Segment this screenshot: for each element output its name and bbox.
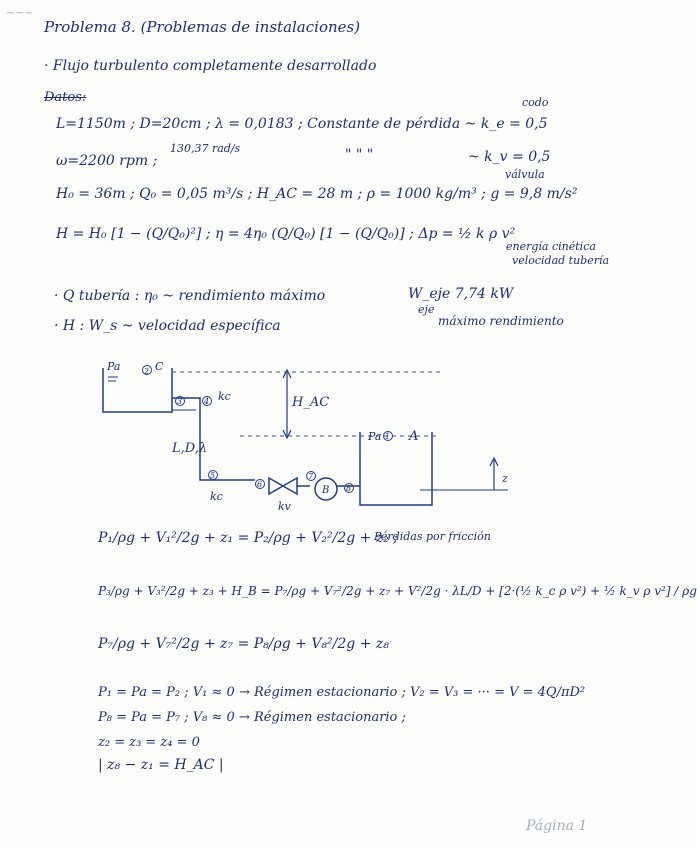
data-line-2: ω=2200 rpm ; [56, 153, 158, 169]
perdidas-note: Pérdidas por fricción [374, 530, 491, 543]
label-n6: 6 [257, 480, 263, 489]
label-kv: kv [278, 500, 291, 513]
label-hac: H_AC [292, 395, 330, 410]
eje-note: eje [418, 303, 435, 316]
valvula-note: válvula [505, 168, 545, 181]
corner-mark: ~~~ [6, 6, 34, 19]
label-node-c: C [155, 360, 164, 373]
label-node-a: A [409, 429, 419, 444]
label-z: z [502, 472, 508, 485]
equation-2: P₃/ρg + V₃²/2g + z₃ + H_B = P₇/ρg + V₇²/2g + z₇ + V²/2g · λL/D + [2·(½ k_c ρ v²) + ½ k_v ρ v²] / ρg [98, 584, 697, 598]
question-2: · H : W_s ~ velocidad específica [54, 318, 281, 334]
rad-note: 130,37 rad/s [170, 142, 241, 155]
label-pa-left: Pa [107, 360, 121, 373]
codo-note: codo [522, 96, 549, 109]
max-rendimiento-note: máximo rendimiento [438, 314, 564, 328]
label-ld: L,D,λ [172, 441, 208, 456]
reservoir-left [103, 368, 172, 412]
equation-1: P₁/ρg + V₁²/2g + z₁ = P₂/ρg + V₂²/2g + z₂ ; [98, 530, 399, 546]
subtitle: · Flujo turbulento completamente desarrollado [44, 58, 377, 74]
page-number: Página 1 [526, 818, 588, 834]
label-pa-right: Pa [368, 430, 382, 443]
label-kc-bottom: kc [210, 490, 223, 503]
label-n3: 3 [177, 397, 183, 406]
label-n5: 5 [210, 471, 216, 480]
page-title: Problema 8. (Problemas de instalaciones) [44, 18, 361, 36]
data-line-1: L=1150m ; D=20cm ; λ = 0,0183 ; Constante de pérdida ~ k_e = 0,5 [56, 116, 548, 132]
label-n8: 8 [346, 484, 352, 493]
datos-scribble: Datos: [44, 90, 87, 105]
valve [269, 478, 297, 494]
condition-2: P₈ = Pa = P₇ ; V₈ ≈ 0 → Régimen estacionario ; [98, 710, 406, 725]
condition-4: | z₈ − z₁ = H_AC | [98, 757, 224, 773]
label-n7: 7 [308, 472, 314, 481]
ditto-marks: " " " [345, 147, 374, 163]
equation-3: P₇/ρg + V₇²/2g + z₇ = P₈/ρg + V₈²/2g + z₈ [98, 636, 389, 652]
data-line-2-right: ~ k_v = 0,5 [468, 149, 551, 165]
velocidad-tuberia-note: velocidad tubería [512, 254, 610, 267]
condition-1: P₁ = Pa = P₂ ; V₁ ≈ 0 → Régimen estacionario ; V₂ = V₃ = ··· = V = 4Q/πD² [98, 685, 586, 700]
condition-3: z₂ = z₃ = z₄ = 0 [98, 735, 200, 750]
data-line-3: H₀ = 36m ; Q₀ = 0,05 m³/s ; H_AC = 28 m ; ρ = 1000 kg/m³ ; g = 9,8 m/s² [56, 186, 578, 202]
question-1: · Q tubería : η₀ ~ rendimiento máximo [54, 288, 326, 304]
label-kc-top: kc [218, 390, 231, 403]
label-n4: 4 [204, 397, 210, 406]
label-n1: 1 [385, 432, 391, 441]
label-n2: 2 [144, 367, 150, 376]
label-pump: B [322, 485, 330, 496]
question-1-answer: W_eje 7,74 kW [408, 286, 514, 302]
energia-note: energía cinética [506, 240, 596, 253]
data-line-4: H = H₀ [1 − (Q/Q₀)²] ; η = 4η₀ (Q/Q₀) [1 − (Q/Q₀)] ; Δp = ½ k ρ v² [56, 226, 516, 242]
